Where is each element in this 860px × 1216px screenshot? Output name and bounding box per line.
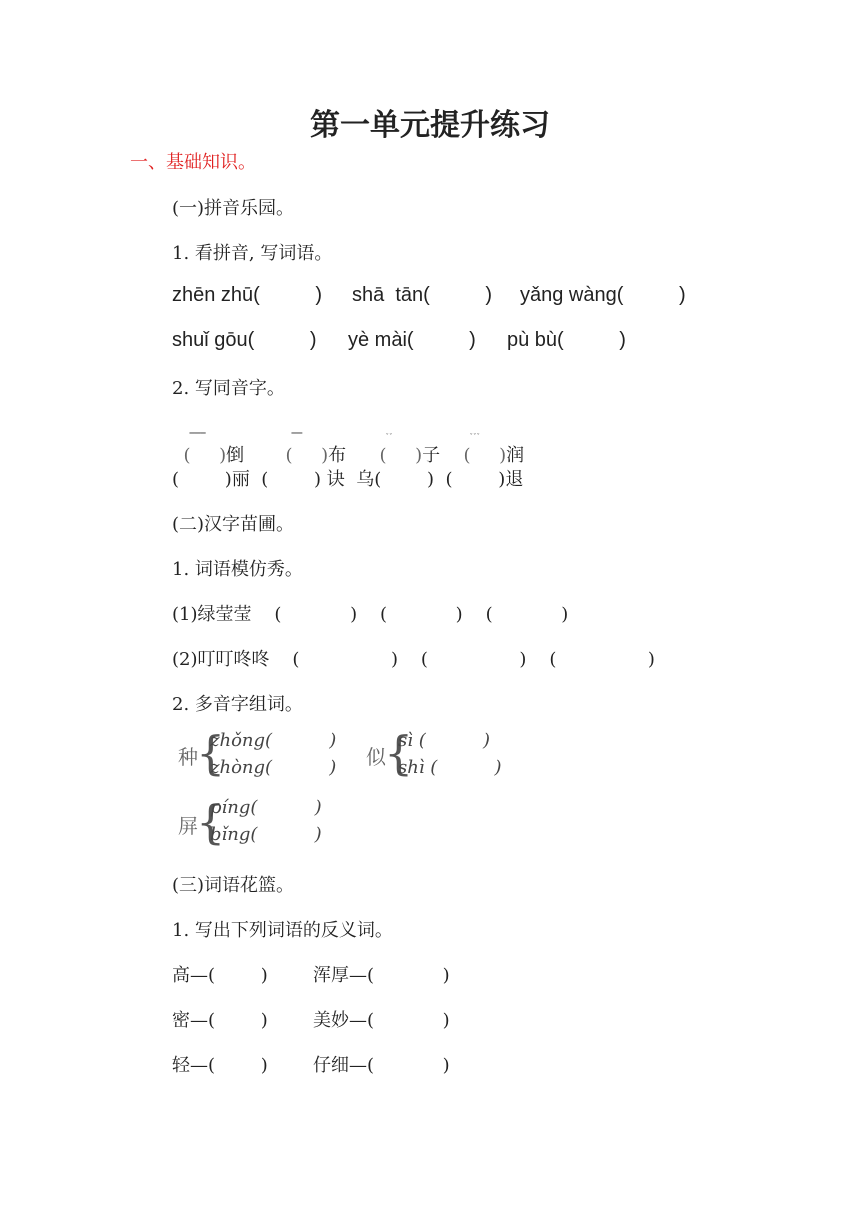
pinyin-item: yǎng wàng( ) (520, 284, 686, 306)
question-label: 1. 看拼音, 写词语。 (172, 243, 333, 264)
homophone-item: ( ˇˇˇ )润 (463, 433, 525, 466)
imitation-line: (1)绿莹莹 ( ) ( ) ( ) (172, 604, 569, 625)
pinyin-item: shā tān( ) (352, 284, 493, 306)
homophone-item: ( ▔▔ )布 (285, 433, 347, 466)
antonym-item: 浑厚—( ) (313, 965, 450, 986)
homophone-item: ( ▔▔▔ )倒 (183, 433, 245, 466)
part-heading: (一)拼音乐园。 (172, 198, 295, 219)
tiny-pinyin-hint: ▔▔▔ (189, 433, 206, 441)
part-heading: (三)词语花篮。 (172, 875, 295, 896)
section-heading: 一、基础知识。 (130, 152, 256, 173)
question-label: 1. 写出下列词语的反义词。 (172, 920, 393, 941)
polyphone-zhong: 种 { zhǒng( ) zhòng( ) (178, 726, 337, 780)
polyphone-si: 似 { sì ( ) shì ( ) (366, 726, 502, 780)
antonym-item: 仔细—( ) (313, 1055, 450, 1076)
polyphone-ping: 屏 { píng( ) bǐng( ) (178, 795, 322, 849)
pinyin-item: shuǐ gōu( ) (172, 329, 317, 351)
question-label: 1. 词语模仿秀。 (172, 559, 303, 580)
question-label: 2. 多音字组词。 (172, 694, 303, 715)
antonym-item: 美妙—( ) (313, 1010, 450, 1031)
tiny-pinyin-hint: ▔▔ (291, 433, 303, 441)
pinyin-item: yè mài( ) (348, 329, 476, 351)
tiny-pinyin-hint: ˇˇ (385, 433, 393, 441)
antonym-item: 高—( ) (172, 965, 268, 986)
question-label: 2. 写同音字。 (172, 378, 285, 399)
pinyin-item: pù bù( ) (507, 329, 626, 351)
imitation-line: (2)叮叮咚咚 ( ) ( ) ( ) (172, 649, 655, 670)
tiny-pinyin-hint: ˇˇˇ (469, 433, 480, 441)
part-heading: (二)汉字苗圃。 (172, 514, 295, 535)
antonym-item: 轻—( ) (172, 1055, 268, 1076)
homophone-row: ( )丽 ( ) 诀 乌( ) ( )退 (172, 469, 524, 490)
homophone-item: ( ˇˇ )子 (379, 433, 441, 466)
antonym-item: 密—( ) (172, 1010, 268, 1031)
page-title: 第一单元提升练习 (310, 108, 550, 143)
pinyin-item: zhēn zhū( ) (172, 284, 323, 306)
